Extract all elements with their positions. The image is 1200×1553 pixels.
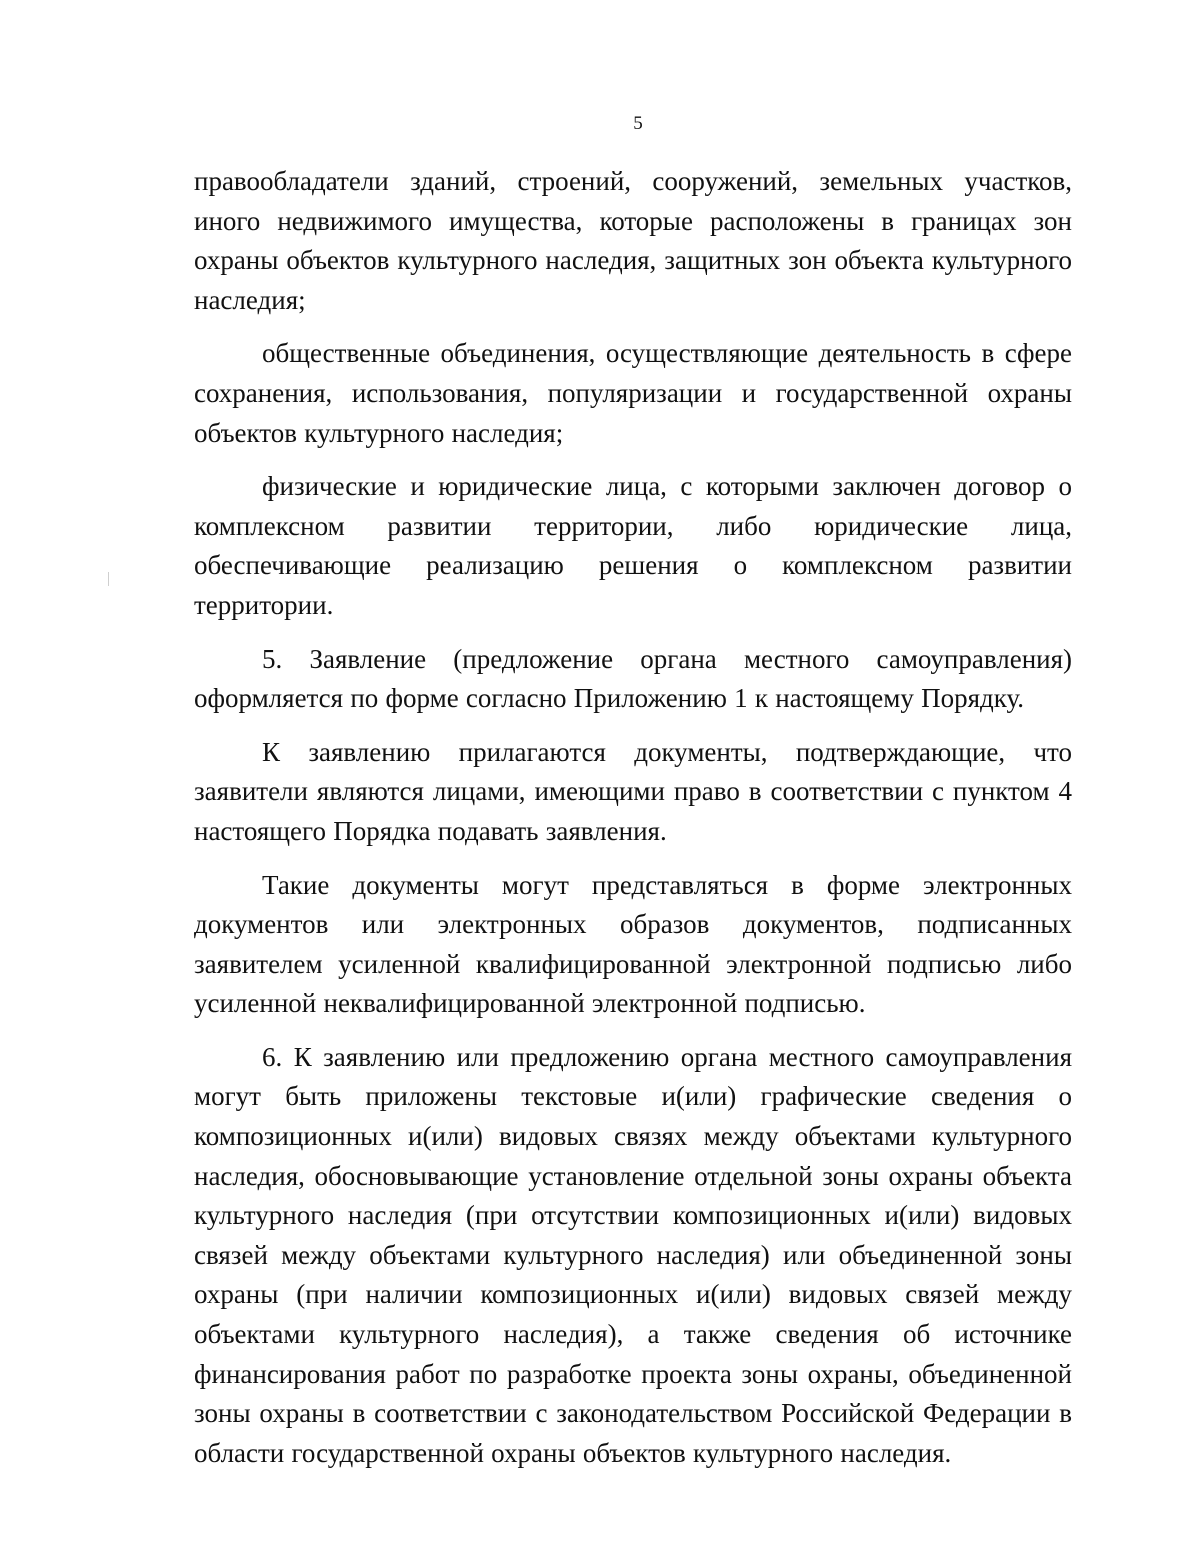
paragraph-attached-documents: К заявлению прилагаются документы, подтверждающие, что заявители являются лицами, имеющими право в соответствии с пунктом 4 настоящего Порядка подавать заявления. (194, 736, 1072, 846)
paragraph-complex-development: физические и юридические лица, с которыми заключен договор о комплексном развитии территории, либо юридические лица, обеспечивающие реализацию решения о комплексном развитии территории. (194, 471, 1072, 620)
page-number: 5 (633, 113, 643, 134)
document-body (194, 162, 1072, 1473)
paragraph-electronic-documents: Такие документы могут представляться в форме электронных документов или электронных образов документов, подписанных заявителем усиленной квалифицированной электронной подписью либо усиленной неквалифицированной электронной подписью. (194, 869, 1072, 1019)
paragraph-rights-holders: правообладатели зданий, строений, сооружений, земельных участков, иного недвижимого имущества, которые расположены в границах зон охраны объектов культурного наследия, защитных зон объекта культурного наследия; (194, 166, 1072, 315)
paragraph-public-associations: общественные объединения, осуществляющие деятельность в сфере сохранения, использования, популяризации и государственной охраны объектов культурного наследия; (194, 338, 1072, 448)
scan-artifact (108, 572, 109, 586)
paragraph-item-5-application-form: 5. Заявление (предложение органа местного самоуправления) оформляется по форме согласно Приложению 1 к настоящему Порядку. (194, 643, 1072, 714)
paragraph-item-6-supporting-information: 6. К заявлению или предложению органа местного самоуправления могут быть приложены текстовые и(или) графические сведения о композиционных и(или) видовых связях между объектами культурного наследия, обосновывающие установление отдельной зоны охраны объекта культурного наследия (при отсутствии композиционных и(или) видовых связей между объектами культурного наследия) или объединенной зоны охраны (при наличии композиционных и(или) видовых связей между объектами культурного наследия), а также сведения об источнике финансирования работ по разработке проекта зоны охраны, объединенной зоны охраны в соответствии с законодательством Российской Федерации в области государственной охраны объектов культурного наследия. (194, 1041, 1072, 1468)
